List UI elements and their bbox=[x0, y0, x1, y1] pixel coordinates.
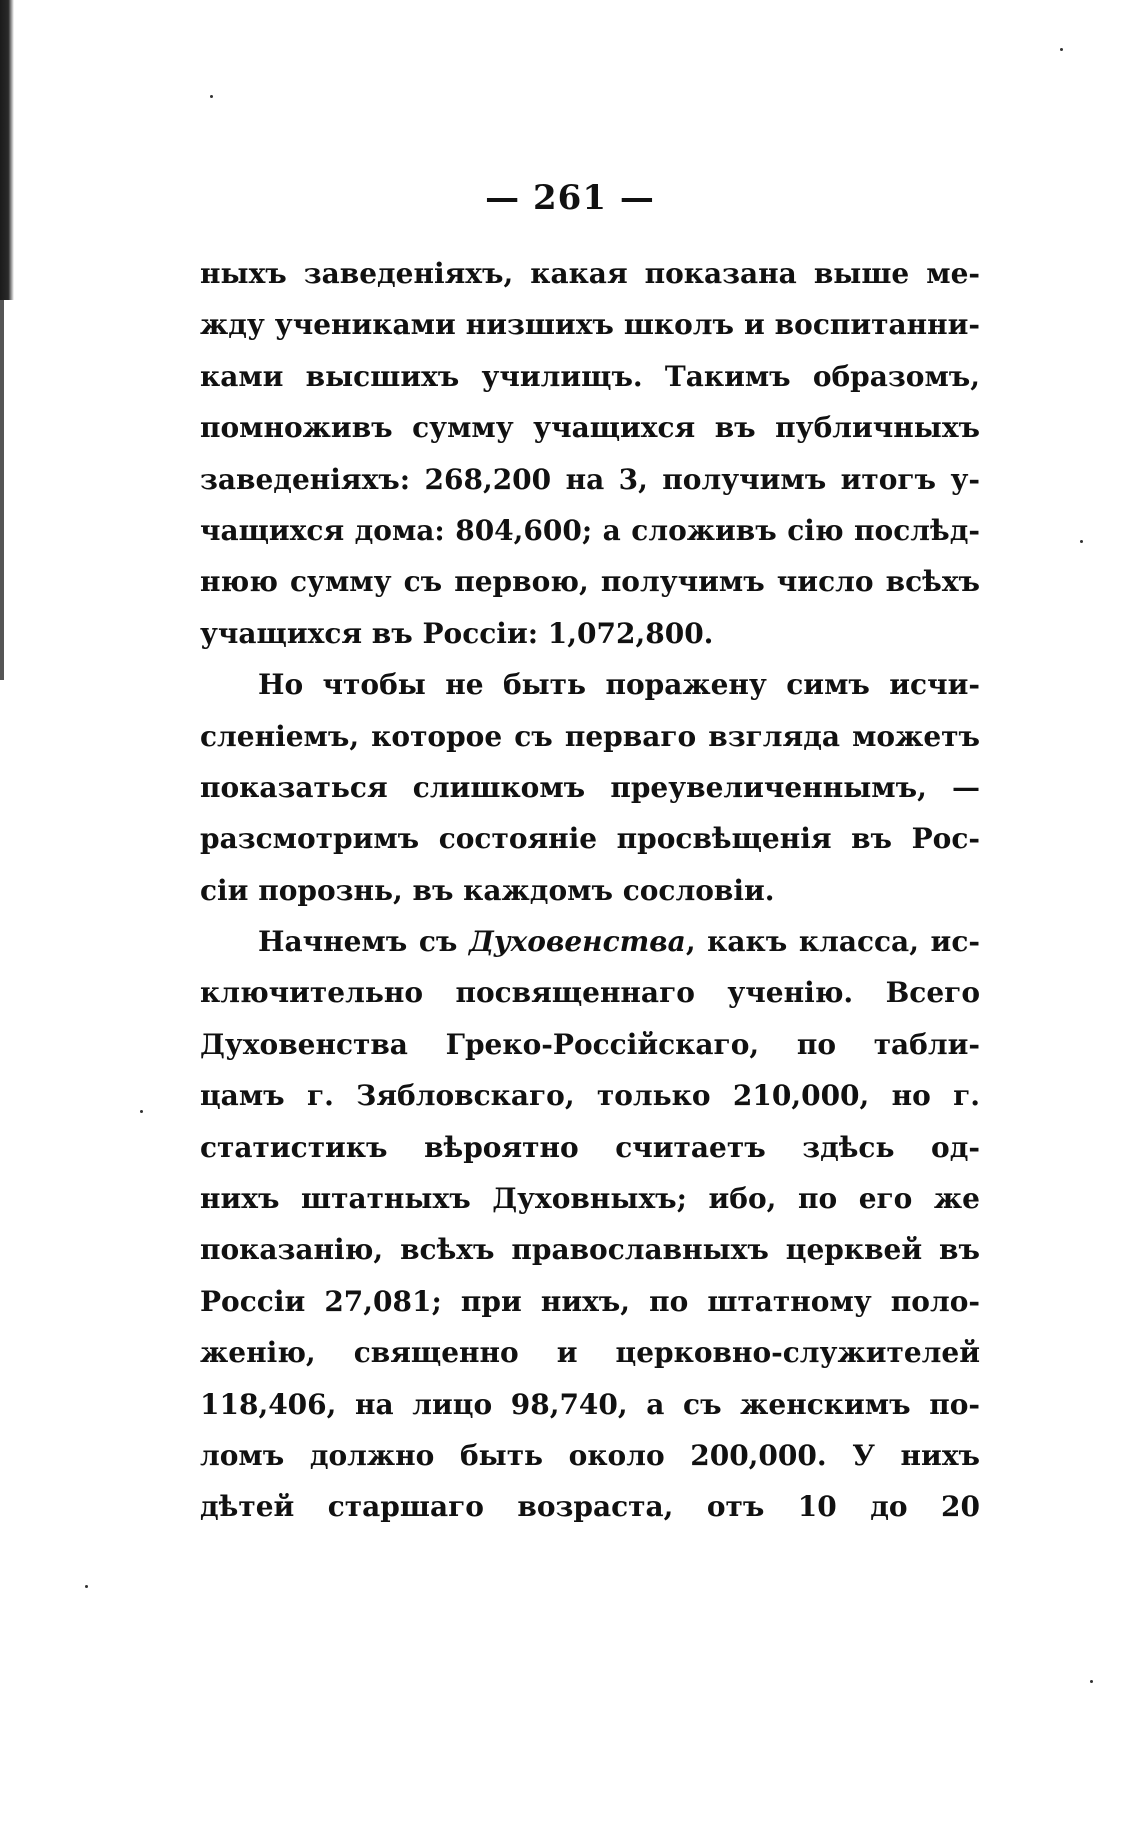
text-line: учащихся въ Россіи: 1,072,800. bbox=[200, 616, 714, 650]
text-line: показанію, всѣхъ православныхъ церквей въ bbox=[200, 1233, 980, 1267]
scan-speck bbox=[85, 1585, 88, 1588]
text-line: Но чтобы не быть поражену симъ исчи- bbox=[258, 668, 980, 702]
scan-edge-line bbox=[0, 300, 4, 680]
text-line: 118,406, на лицо 98,740, а съ женскимъ по- bbox=[200, 1387, 980, 1421]
text-line: сіи порознь, въ каждомъ сословіи. bbox=[200, 873, 775, 907]
text-line: разсмотримъ состояніе просвѣщенія въ Рос- bbox=[200, 822, 980, 856]
text-segment: Начнемъ съ bbox=[258, 925, 469, 959]
text-line: ломъ должно быть около 200,000. У нихъ bbox=[200, 1438, 980, 1472]
body-text bbox=[200, 248, 980, 1533]
text-line: Духовенства Греко-Россійскаго, по табли- bbox=[200, 1027, 980, 1061]
text-segment: , какъ класса, ис- bbox=[685, 925, 980, 959]
scan-speck bbox=[1080, 540, 1083, 543]
text-line: нюю сумму съ первою, получимъ число всѣхъ bbox=[200, 565, 980, 599]
scan-speck bbox=[210, 95, 213, 98]
text-line: женію, священно и церковно-служителей bbox=[200, 1336, 980, 1370]
scan-edge-shadow bbox=[0, 0, 14, 300]
text-line: показаться слишкомъ преувеличеннымъ, — bbox=[200, 770, 980, 804]
text-line: цамъ г. Зябловскаго, только 210,000, но г. bbox=[200, 1079, 980, 1113]
text-line: Россіи 27,081; при нихъ, по штатному поло- bbox=[200, 1284, 980, 1318]
text-line: ками высшихъ училищъ. Такимъ образомъ, bbox=[200, 359, 980, 393]
text-line: помноживъ сумму учащихся въ публичныхъ bbox=[200, 411, 980, 445]
text-line: статистикъ вѣроятно считаетъ здѣсь од- bbox=[200, 1130, 980, 1164]
text-line: сленіемъ, которое съ перваго взгляда можетъ bbox=[200, 719, 980, 753]
scan-speck bbox=[140, 1110, 143, 1113]
text-line: дѣтей старшаго возраста, отъ 10 до 20 bbox=[200, 1490, 980, 1524]
italic-term: Духовенства bbox=[468, 925, 686, 959]
scan-speck bbox=[1060, 48, 1063, 51]
text-line bbox=[200, 916, 980, 967]
text-line: заведеніяхъ: 268,200 на 3, получимъ итогъ у- bbox=[200, 462, 980, 496]
text-line: ключительно посвященнаго ученію. Всего bbox=[200, 976, 980, 1010]
page-number: — 261 — bbox=[485, 178, 655, 218]
text-line: ныхъ заведеніяхъ, какая показана выше ме- bbox=[200, 257, 980, 290]
scan-speck bbox=[1090, 1680, 1093, 1683]
text-line: жду учениками низшихъ школъ и воспитанни- bbox=[200, 308, 980, 342]
text-line: нихъ штатныхъ Духовныхъ; ибо, по его же bbox=[200, 1182, 980, 1216]
text-line: чащихся дома: 804,600; а сложивъ сію послѣд- bbox=[200, 513, 980, 547]
